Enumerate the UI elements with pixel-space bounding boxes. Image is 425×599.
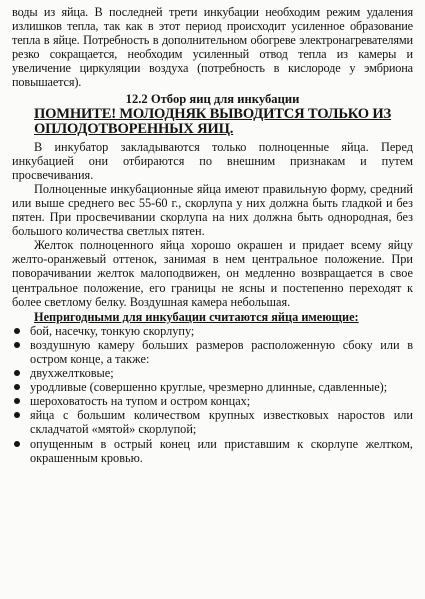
paragraph-selection: В инкубатор закладываются только полноценные яйца. Перед инкубацией они отбираются по внешним признакам и путем просвечивания. bbox=[12, 139, 413, 182]
warning-heading: ПОМНИТЕ! МОЛОДНЯК ВЫВОДИТСЯ ТОЛЬКО ИЗ ОПЛОДОТВОРЕННЫХ ЯИЦ. bbox=[34, 105, 392, 138]
list-item: опущенным в острый конец или приставшим к скорлупе желтком, окрашенным кровью. bbox=[12, 437, 413, 465]
unfit-list bbox=[12, 324, 413, 465]
bullet-icon bbox=[14, 398, 20, 404]
list-item: двухжелтковые; bbox=[12, 366, 413, 380]
unfit-heading: Непригодными для инкубации считаются яйца имеющие: bbox=[34, 309, 359, 324]
list-item: воздушную камеру больших размеров расположенную сбоку или в остром конце, а также: bbox=[12, 338, 413, 366]
bullet-icon bbox=[14, 384, 20, 390]
intro-paragraph: воды из яйца. В последней трети инкубации необходим режим удаления излишков тепла, так как в этот период происходит усиленное образование тепла в яйце. Потребность в дополнительном обогреве электронагревателями резко сокращается, необходим усиленный отвод тепла из камеры и увеличение циркуляции воздуха (потребность в кислороде у эмбриона повышается). bbox=[12, 5, 413, 90]
bullet-icon bbox=[14, 412, 20, 418]
list-item: шероховатость на тупом и остром концах; bbox=[12, 394, 413, 408]
list-item: яйца с большим количеством крупных известковых наростов или складчатой «мятой» скорлупой; bbox=[12, 408, 413, 436]
list-item: бой, насечку, тонкую скорлупу; bbox=[12, 324, 413, 338]
bullet-icon bbox=[14, 370, 20, 376]
bullet-icon bbox=[14, 342, 20, 348]
section-heading: 12.2 Отбор яиц для инкубации bbox=[125, 91, 300, 106]
paragraph-full-eggs: Полноценные инкубационные яйца имеют правильную форму, средний или выше среднего вес 55-60 г., скорлупа у них должна быть гладкой и без пятен. При просвечивании скорлупа на них должна быть однородная, без большого количества светлых пятен. bbox=[12, 181, 413, 239]
bullet-icon bbox=[14, 441, 20, 447]
paragraph-yolk: Желток полноценного яйца хорошо окрашен и придает всему яйцу желто-оранжевый оттенок, занимая в нем центральное положение. При поворачивании желток малоподвижен, он медленно возвращается в свое центральное положение, его границы не ясны и постепенно переходят к более светлому белку. Воздушная камера небольшая. bbox=[12, 238, 413, 309]
list-item: уродливые (совершенно круглые, чрезмерно длинные, сдавленные); bbox=[12, 380, 413, 394]
bullet-icon bbox=[14, 328, 20, 334]
